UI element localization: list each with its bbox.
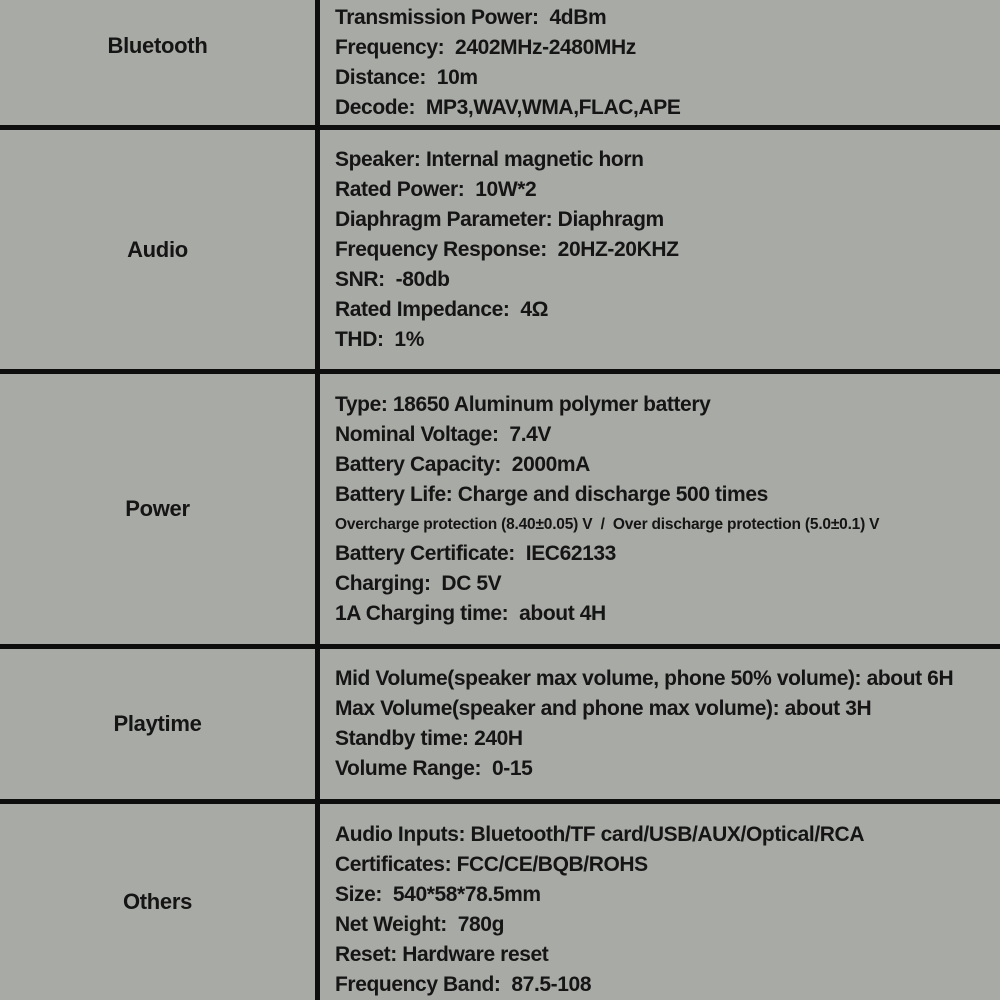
spec-line: Battery Life: Charge and discharge 500 times <box>335 482 768 506</box>
details-cell-audio <box>315 130 1000 369</box>
spec-line: Net Weight: 780g <box>335 913 505 936</box>
row-audio <box>0 130 1000 374</box>
category-cell-others <box>0 804 315 1000</box>
spec-line: Type: 18650 Aluminum polymer battery <box>335 392 711 416</box>
spec-line: Diaphragm Parameter: Diaphragm <box>335 207 664 231</box>
spec-line: Nominal Voltage: 7.4V <box>335 422 552 446</box>
details-cell-power <box>315 374 1000 644</box>
spec-line: Decode: MP3,WAV,WMA,FLAC,APE <box>335 95 681 119</box>
row-playtime <box>0 649 1000 804</box>
spec-line: Volume Range: 0-15 <box>335 757 533 780</box>
spec-line: Frequency Response: 20HZ-20KHZ <box>335 237 679 261</box>
spec-line-protection: Overcharge protection (8.40±0.05) V / Over discharge protection (5.0±0.1) V <box>335 515 880 533</box>
spec-line: 1A Charging time: about 4H <box>335 601 606 625</box>
spec-line: Speaker: Internal magnetic horn <box>335 147 644 171</box>
category-cell-audio <box>0 130 315 369</box>
spec-line: Battery Capacity: 2000mA <box>335 452 590 476</box>
spec-line: Max Volume(speaker and phone max volume): about 3H <box>335 697 872 720</box>
spec-line: Rated Power: 10W*2 <box>335 177 537 201</box>
details-cell-others <box>315 804 1000 1000</box>
category-label: Bluetooth <box>107 32 208 58</box>
spec-line: Size: 540*58*78.5mm <box>335 883 541 906</box>
category-label: Audio <box>127 236 188 262</box>
category-cell-bluetooth <box>0 0 315 125</box>
spec-line: Distance: 10m <box>335 65 478 89</box>
category-label: Playtime <box>113 711 202 736</box>
spec-line: Certificates: FCC/CE/BQB/ROHS <box>335 853 648 876</box>
column-divider-line <box>315 0 320 1000</box>
details-cell-bluetooth <box>315 0 1000 125</box>
category-label: Power <box>125 496 190 521</box>
row-bluetooth <box>0 0 1000 130</box>
spec-line: Rated Impedance: 4Ω <box>335 297 549 321</box>
spec-line: Battery Certificate: IEC62133 <box>335 541 616 565</box>
spec-line: Standby time: 240H <box>335 727 523 750</box>
spec-line: Reset: Hardware reset <box>335 943 549 966</box>
spec-line: Frequency Band: 87.5-108 <box>335 973 592 996</box>
row-others <box>0 804 1000 1000</box>
spec-line: SNR: -80db <box>335 267 450 291</box>
spec-line: Frequency: 2402MHz-2480MHz <box>335 35 636 59</box>
details-cell-playtime <box>315 649 1000 799</box>
spec-line: Charging: DC 5V <box>335 571 502 595</box>
spec-line: Mid Volume(speaker max volume, phone 50% volume): about 6H <box>335 667 954 690</box>
category-cell-power <box>0 374 315 644</box>
category-label: Others <box>122 889 193 914</box>
spec-line: Transmission Power: 4dBm <box>335 5 607 29</box>
category-cell-playtime <box>0 649 315 799</box>
spec-line: Audio Inputs: Bluetooth/TF card/USB/AUX/Optical/RCA <box>335 823 865 846</box>
row-power <box>0 374 1000 649</box>
spec-line: THD: 1% <box>335 327 424 351</box>
